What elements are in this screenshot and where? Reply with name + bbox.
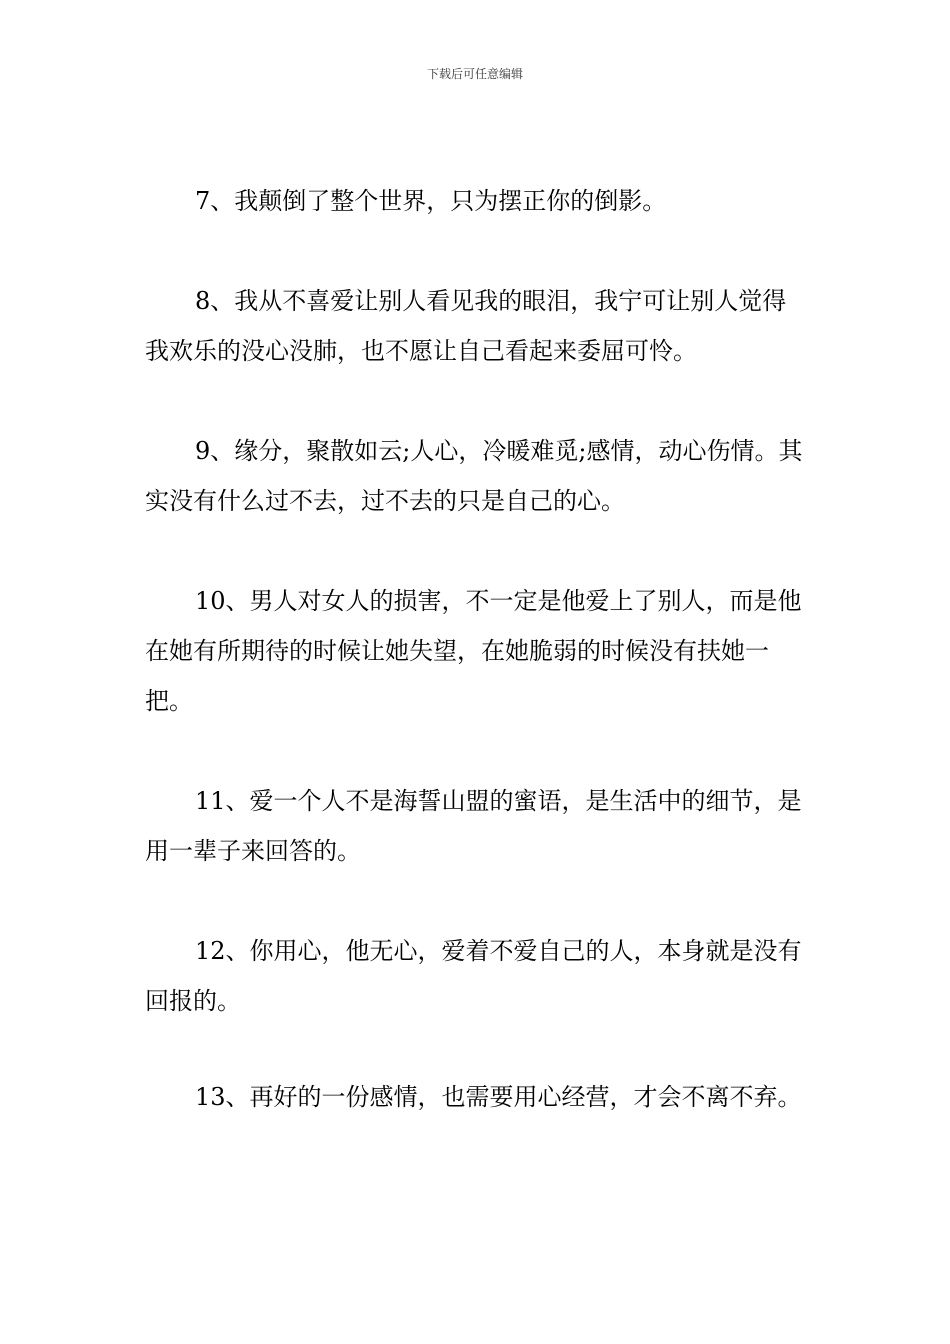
paragraph-11: 11、爱一个人不是海誓山盟的蜜语，是生活中的细节，是用一辈子来回答的。 — [145, 787, 802, 865]
paragraph-12: 12、你用心，他无心，爱着不爱自己的人，本身就是没有回报的。 — [145, 937, 802, 1015]
paragraph-9: 9、缘分，聚散如云;人心，冷暖难觅;感情，动心伤情。其实没有什么过不去，过不去的只是自己的心。 — [145, 437, 803, 515]
paragraph-7: 7、我颠倒了整个世界，只为摆正你的倒影。 — [195, 187, 667, 215]
paragraph-8: 8、我从不喜爱让别人看见我的眼泪，我宁可让别人觉得我欢乐的没心没肺，也不愿让自己看起来委屈可怜。 — [145, 287, 787, 365]
paragraph-13: 13、再好的一份感情，也需要用心经营，才会不离不弃。 — [195, 1083, 802, 1111]
paragraph-10: 10、男人对女人的损害，不一定是他爱上了别人，而是他在她有所期待的时候让她失望，在她脆弱的时候没有扶她一把。 — [145, 587, 802, 715]
header-note: 下载后可任意编辑 — [426, 67, 523, 81]
